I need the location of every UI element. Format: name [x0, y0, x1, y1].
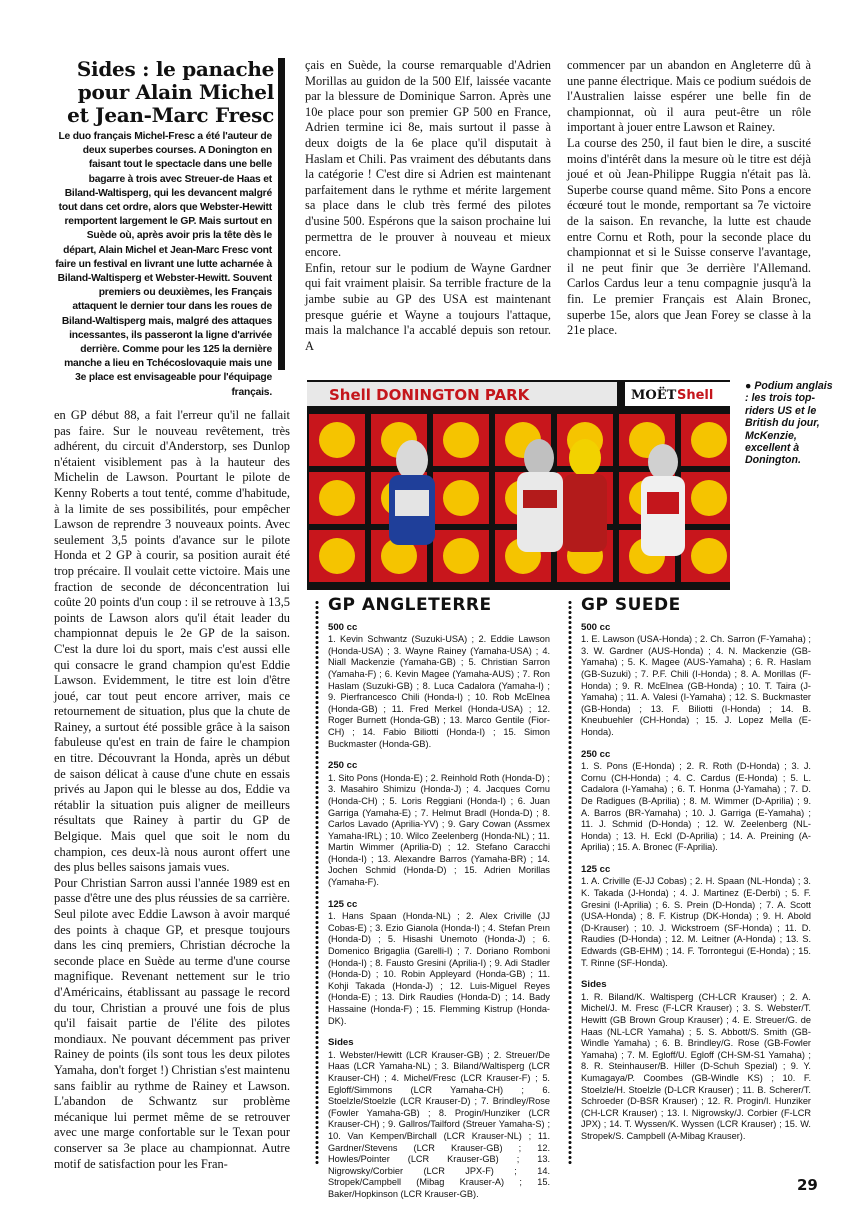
col3-paragraph-1: commencer par un abandon en Angleterre dû à une panne électrique. Mais ce podium suédois de l'Australien laisse espérer une belle fin de championnat, où il aura peut-être un rôle important à jouer entre Lawson et Rainey. [567, 58, 811, 135]
results-class-list: 1. Hans Spaan (Honda-NL) ; 2. Alex Criville (JJ Cobas-E) ; 3. Ezio Gianola (Honda-I) ; 4. Stefan Preın (Honda-D) ; 5. Hisashi Unemoto (Honda-J) ; 6. Domenico Brigaglia (Garelli-I) ; 7. Doriano Romboni (Honda-I) ; 8. Fausto Gresini (Aprilia-I) ; 9. Adi Stadler (Honda-D) ; 10. Robin Appleyard (Honda-GB) ; 11. Kohji Takada (Honda-J) ; 12. Luis-Miguel Reyes (Honda-E) ; 13. Dirk Raudies (Honda-D) ; 14. Bady Hassaine (Honda-F) ; 15. Flemming Kistrup (Honda-DK). [328, 911, 550, 1026]
results-section [328, 1037, 550, 1200]
results-class-heading: 250 cc [581, 748, 611, 760]
sides-headline [54, 58, 274, 127]
shell-logo-icon [691, 538, 727, 574]
results-section [581, 979, 811, 1142]
results-class-heading: 500 cc [581, 621, 611, 633]
results-title-suede: GP SUEDE [581, 595, 681, 615]
headline-rule [278, 58, 285, 370]
shell-logo-icon [319, 538, 355, 574]
page-number: 29 [797, 1176, 818, 1194]
results-suede [581, 595, 811, 1143]
dotted-rule-left [314, 600, 320, 1165]
results-section [581, 622, 811, 739]
results-class-list: 1. S. Pons (E-Honda) ; 2. R. Roth (D-Honda) ; 3. J. Cornu (CH-Honda) ; 4. C. Cardus (E-Honda) ; 5. L. Cadalora (I-Yamaha) ; 6. T. Honma (J-Yamaha) ; 7. D. De Radigues (B-Aprilia) ; 8. M. Wimmer (D-Aprilia) ; 9. A. Barros (BR-Yamaha) ; 10. J. Garriga (E-Yamaha) ; 11. J. Schmid (D-Honda) ; 12. W. Zeelenberg (NL-Honda) ; 13. H. Eckl (D-Aprilia) ; 14. A. Preining (A-Aprilia) ; 15. A. Bronec (F-Aprilia). [581, 761, 811, 853]
col3-paragraph-2: La course des 250, il faut bien le dire, a suscité moins d'intérêt dans la mesure où le titre est déjà joué et où Jean-Philippe Ruggia n'était pas là. Superbe course quand même. Sito Pons a encore écœuré tout le monde, remportant sa 7e victoire de la saison. En revanche, la lutte est chaude entre Cornu et Roth, pour la seconde place du championnat et si le Suisse conserve l'avantage, il ne peut finir que 3e derrière l'Allemand. Carlos Cardus leur a tenu compagnie jusqu'à la fin. Le premier Français est Alain Bronec, superbe 15e, alors que Jean Forey se classe à la 21e place. [567, 135, 811, 338]
results-class-list: 1. Webster/Hewitt (LCR Krauser-GB) ; 2. Streuer/De Haas (LCR Yamaha-NL) ; 3. Biland/Waltisperg (LCR Krauser-CH) ; 4. Michel/Fresc (LCR Krauser-F) ; 5. Egloff/Simmons (LCR Yamaha-CH) ; 6. Stoelzle/Stoelzle (LCR Krauser-D) ; 7. Brindley/Rose (Fowler Yamaha-GB) ; 8. Progin/Hunziker (LCR Krauser-CH) ; 9. Gallros/Tailford (Streuer Yamaha-S) ; 10. Van Kempen/Birchall (LCR Krauser-NL) ; 11. Gardner/Stevens (LCR Krauser-GB) ; 12. Howles/Pointer (LCR Krauser-GB) ; 13. Nigrowsky/Corbier (LCR JPX-F) ; 14. Stropek/Campbell (Mibag Krauser-A) ; 15. Baker/Hopkinson (LCR Krauser-GB). [328, 1049, 550, 1199]
results-section [581, 864, 811, 969]
photo-shell-text: Shell [677, 388, 714, 403]
headline-line-3: et Jean-Marc Fresc [67, 103, 274, 127]
shell-logo-icon [443, 422, 479, 458]
article-column-3 [567, 58, 811, 339]
headline-line-2: pour Alain Michel [77, 80, 274, 104]
photo-sign-text: MOËT [631, 388, 677, 403]
article-column-2 [305, 58, 551, 354]
sides-chapo: Le duo français Michel-Fresc a été l'auteur de deux superbes courses. A Donington en faisant tout le spectacle dans une belle bagarre à trois avec Streuer-de Haas et Biland-Waltisperg, qui les devancent malgré tout dans cet ordre, alors que Webster-Hewitt remportent largement le GP. Mais surtout en Suède où, après avoir pris la tête dès le départ, Alain Michel et Jean-Marc Fresc vont faire un festival en livrant une lutte acharnée à Biland-Waltisperg et Webster-Hewitt. Souvent premiers ou deuxièmes, les Français attaquent le dernier tour dans les roues de Biland-Waltisperg mais, malgré des attaques incessantes, ils passeront la ligne d'arrivée derrière. Comme pour les 125 la dernière manche a lieu en Tchécoslovaquie mais une 3e place est envisageable pour l'équipage français. [55, 131, 272, 398]
results-section [328, 622, 550, 751]
results-class-heading: 125 cc [328, 898, 358, 910]
results-class-list: 1. R. Biland/K. Waltisperg (CH-LCR Krauser) ; 2. A. Michel/J. M. Fresc (F-LCR Krauser) ; 3. S. Webster/T. Hewitt (GB Brown Group Krauser) ; 4. E. Streuer/G. de Haas (NL-LCR Yamaha) ; 5. S. Abbott/S. Smith (GB-Windle Yamaha) ; 6. B. Brindley/G. Rose (GB-Fowler Yamaha) ; 7. M. Egloff/U. Egloff (CH-SM-S1 Yamaha) ; 8. R. Steinhauser/B. Hiller (D-Schuh Spezial) ; 9. Y. Kumagaya/P. Coombes (GB-Windle KS) ; 10. F. Stoelzle/H. Stoelzle (D-LCR Krauser) ; 11. B. Scherer/T. Schroeder (D-BSR Krauser) ; 12. R. Progin/I. Hunziker (CH-LCR Krauser) ; 13. I. Nigrowsky/J. Corbier (F-LCR JPX) ; 14. T. Wyssen/K. Wyssen (LCR Krauser) ; 15. W. Stropek/S. Campbell (A-Mibag Krauser). [581, 991, 811, 1141]
dotted-rule-right [567, 600, 573, 1165]
col2-paragraph-2: Enfin, retour sur le podium de Wayne Gardner qui fait vraiment plaisir. Sa terrible fracture de la jambe subie au GP des USA est maintenant presque guérie et Wayne a toujours l'attaque, mais la malchance l'a accablé depuis son retour. A [305, 260, 551, 353]
results-class-list: 1. A. Criville (E-JJ Cobas) ; 2. H. Spaan (NL-Honda) ; 3. K. Takada (J-Honda) ; 4. J. Martinez (E-Derbi) ; 5. F. Gresini (I-Aprilia) ; 6. S. Prein (D-Honda) ; 7. A. Scott (USA-Honda) ; 8. F. Kistrup (DK-Honda) ; 9. H. Abold (D-Krauser) ; 10. J. Wickstroem (SF-Honda) ; 11. D. Raudies (D-Honda) ; 12. M. Leitner (A-Honda) ; 13. S. Edwards (GB-EHM) ; 14. F. Torrontegui (E-Honda) ; 15. T. Rinne (SF-Honda). [581, 876, 811, 968]
shell-logo-icon [443, 538, 479, 574]
podium-photo [307, 380, 730, 590]
shell-logo-icon [319, 480, 355, 516]
results-class-heading: 125 cc [581, 863, 611, 875]
col1-paragraph-1: en GP début 88, a fait l'erreur qu'il ne fallait pas faire. Sur le nouveau revêtement, très adhérent, du circuit d'Anderstorp, ses Dunlop n'étaient visiblement pas à la hauteur des Michelin de Lawson. Pourtant le pilote de Kenny Roberts a tout tenté, comme d'habitude, à la limite de ses possibilités, pour empêcher Lawson de reprendre 3 nouveaux points. Avec seulement 3,5 points d'avance sur le pilote Honda et 2 GP à courir, sa position aurait été trop précaire. Il voulait cette victoire. Mais une fraction de seconde de déconcentration lui coûte 20 points d'un coup : il se retrouve à 13,5 points de Lawson alors qu'il était leader du championnat depuis le 2e GP de la saison. C'est la dure loi du sport, mais c'est aussi elle qui consacre le grand champion qu'est Eddie Lawson. Evidemment, le titre est loin d'être joué, car tout peut encore arriver, mais ce retournement de situation, plus que la chute de Rainey, a surtout été possible grâce à la saison fabuleuse qu'est en train de faire le champion en titre. Découvrant la Honda, après un début de saison délicat à cause d'une chute en essais privés au Japon qui le blesse au dos, Eddie va rétablir la situation puis aligner de meilleurs résultats que Rainey à partir du GP de Belgique. Mais quel que soit le nom du champion, ces deux-là nous auront offert une des plus belles saisons jamais vues. [54, 408, 290, 875]
results-title-angleterre: GP ANGLETERRE [328, 595, 492, 615]
headline-line-1: Sides : le panache [76, 57, 274, 81]
podium-illustration [307, 380, 730, 590]
shell-logo-icon [691, 422, 727, 458]
results-class-heading: Sides [328, 1037, 354, 1049]
shell-logo-icon [691, 480, 727, 516]
results-class-heading: 500 cc [328, 621, 358, 633]
results-class-list: 1. Kevin Schwantz (Suzuki-USA) ; 2. Eddie Lawson (Honda-USA) ; 3. Wayne Rainey (Yamaha-USA) ; 4. Niall Mackenzie (Yamaha-GB) ; 5. Christian Sarron (Yamaha-F) ; 6. Kevin Magee (Yamaha-AUS) ; 7. Ron Haslam (Suzuki-GB) ; 8. Luca Cadalora (Yamaha-I) ; 9. Pierfrancesco Chili (Honda-I) ; 10. Rob McElnea (Honda-GB) ; 11. Fred Merkel (Honda-USA) ; 12. Roger Burnett (Honda-GB) ; 13. Marco Gentile (Fior-CH) ; 14. Fabio Biliotti (Honda-I) ; 15. Simon Buckmaster (Honda-GB). [328, 634, 550, 749]
photo-banner-text: Shell DONINGTON PARK [329, 386, 530, 404]
article-column-1 [54, 408, 290, 1172]
results-angleterre [328, 595, 550, 1201]
results-section [328, 899, 550, 1028]
results-class-heading: 250 cc [328, 760, 358, 772]
shell-logo-icon [319, 422, 355, 458]
results-section [328, 760, 550, 889]
col2-paragraph-1: çais en Suède, la course remarquable d'Adrien Morillas au guidon de la 500 Elf, laissée vacante par la blessure de Dominique Sarron. Après une 10e place pour son premier GP 500 en France, Adrien termine ici 8e, mais surtout il passe à deux doigts de la 6e place qu'il disputait à Haslam et Chili. Pas vraiment des débutants dans la catégorie ! C'est dire si Adrien est maintenant parfaitement dans le rythme et mérite largement sa place dans le club très fermé des pilotes d'usine 500. Espérons que la saison prochaine lui permettra de le prouver à nouveau et mieux encore. [305, 58, 551, 260]
col1-paragraph-2: Pour Christian Sarron aussi l'année 1989 est en passe d'être une des plus réussies de sa carrière. Seul pilote avec Eddie Lawson à avoir marqué des points à chaque GP, et presque toujours dans les cinq premiers, Christian décroche la seconde place en Suède au terme d'une course magnifique. Revenant nettement sur le trio d'Américains, établissant au passage le record du tour, Christian a prouvé une fois de plus qu'il faisait partie de l'élite des pilotes mondiaux. Ne pouvant décemment pas priver Rainey de points (ils sont tous les deux pilotes Yamaha, don't forget !) Christian s'est maintenu sans faiblir au rythme de Rainey et Lawson. L'abandon de Schwantz sur problème mécanique lui permet même de se retrouver avec une marge confortable sur le Texan pour conserver sa 3e place au championnat. Autre motif de satisfaction pour les Fran- [54, 875, 290, 1171]
results-class-heading: Sides [581, 979, 607, 991]
results-section [581, 749, 811, 854]
photo-caption: ● Podium anglais : les trois top-riders US et le British du jour, McKenzie, excellent à Donington. [745, 380, 833, 467]
shell-logo-icon [443, 480, 479, 516]
results-class-list: 1. E. Lawson (USA-Honda) ; 2. Ch. Sarron (F-Yamaha) ; 3. W. Gardner (AUS-Honda) ; 4. N. Mackenzie (GB-Yamaha) ; 5. K. Magee (AUS-Yamaha) ; 6. R. Haslam (GB-Suzuki) ; 7. P.F. Chili (I-Honda) ; 8. A. Morillas (F-Honda) ; 9. R. McElnea (GB-Honda) ; 10. T. Taira (J-Yamaha) ; 11. A. Valesi (I-Yamaha) ; 12. S. Buckmaster (GB-Honda) ; 13. F. Biliotti (I-Honda) ; 14. B. Kneubuehler (CH-Honda) ; 15. J. Lopez Mella (E-Honda). [581, 634, 811, 737]
results-class-list: 1. Sito Pons (Honda-E) ; 2. Reinhold Roth (Honda-D) ; 3. Masahiro Shimizu (Honda-J) ; 4. Jacques Cornu (Honda-CH) ; 5. Loris Reggiani (Honda-I) ; 6. Juan Garriga (Yamaha-E) ; 7. Helmut Bradl (Honda-D) ; 8. Carlos Lavado (Aprilia-YV) ; 9. Gary Cowan (Assmex Yamaha-IRL) ; 10. Wilco Zeelenberg (Honda-NL) ; 11. Martin Wimmer (Aprilia-D) ; 12. Stefano Caracchi (Honda-I) ; 13. Alexandre Barros (Yamaha-BR) ; 14. Jochen Schmid (Honda-D) ; 15. Adrien Morillas (Yamaha-F). [328, 772, 550, 888]
